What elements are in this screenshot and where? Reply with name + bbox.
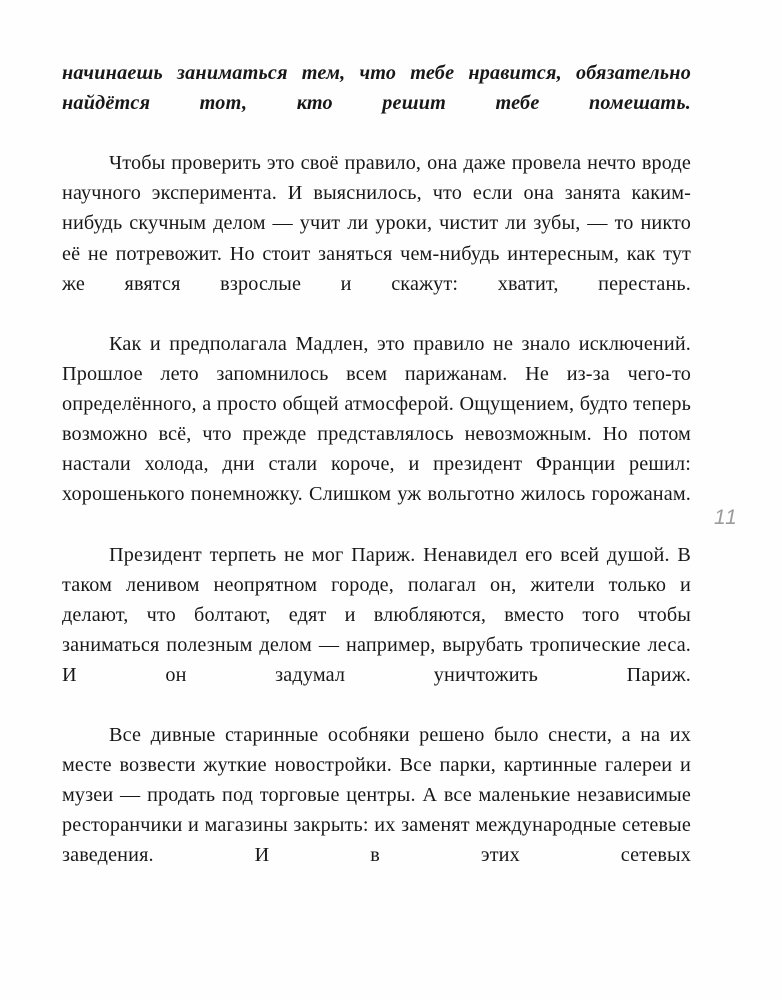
- paragraph-continuation: начинаешь заниматься тем, что тебе нравится, обязательно найдётся тот, кто решит тебе помешать.: [62, 62, 691, 115]
- text-column: [62, 58, 691, 901]
- page-number: 11: [714, 506, 738, 529]
- paragraph-3: Президент терпеть не мог Париж. Ненавидел его всей душой. В таком ленивом неопрятном городе, полагал он, жители только и делают, что болтают, едят и влюбляются, вместо того чтобы заниматься полезным делом — например, вырубать тропические леса. И он задумал уничтожить Париж.: [62, 543, 691, 686]
- paragraph-4: Все дивные старинные особняки решено было снести, а на их месте возвести жуткие новостройки. Все парки, картинные галереи и музеи — продать под торговые центры. А все маленькие независимые ресторанчики и магазины закрыть: их заменят международные сетевые заведения. И в этих сетевых: [62, 724, 691, 867]
- paragraph-1: Чтобы проверить это своё правило, она даже провела нечто вроде научного эксперимента. И выяснилось, что если она занята каким-нибудь скучным делом — учит ли уроки, чистит ли зубы, — то никто её не потревожит. Но стоит заняться чем-нибудь интересным, как тут же явятся взрослые и скажут: хватит, перестань.: [62, 152, 691, 295]
- paragraph-2: Как и предполагала Мадлен, это правило не знало исключений. Прошлое лето запомнилось всем парижанам. Не из-за чего-то определённого, а просто общей атмосферой. Ощущением, будто теперь возможно всё, что прежде представлялось невозможным. Но потом настали холода, дни стали короче, и президент Франции решил: хорошенького понемножку. Слишком уж вольготно жилось горожанам.: [62, 332, 691, 506]
